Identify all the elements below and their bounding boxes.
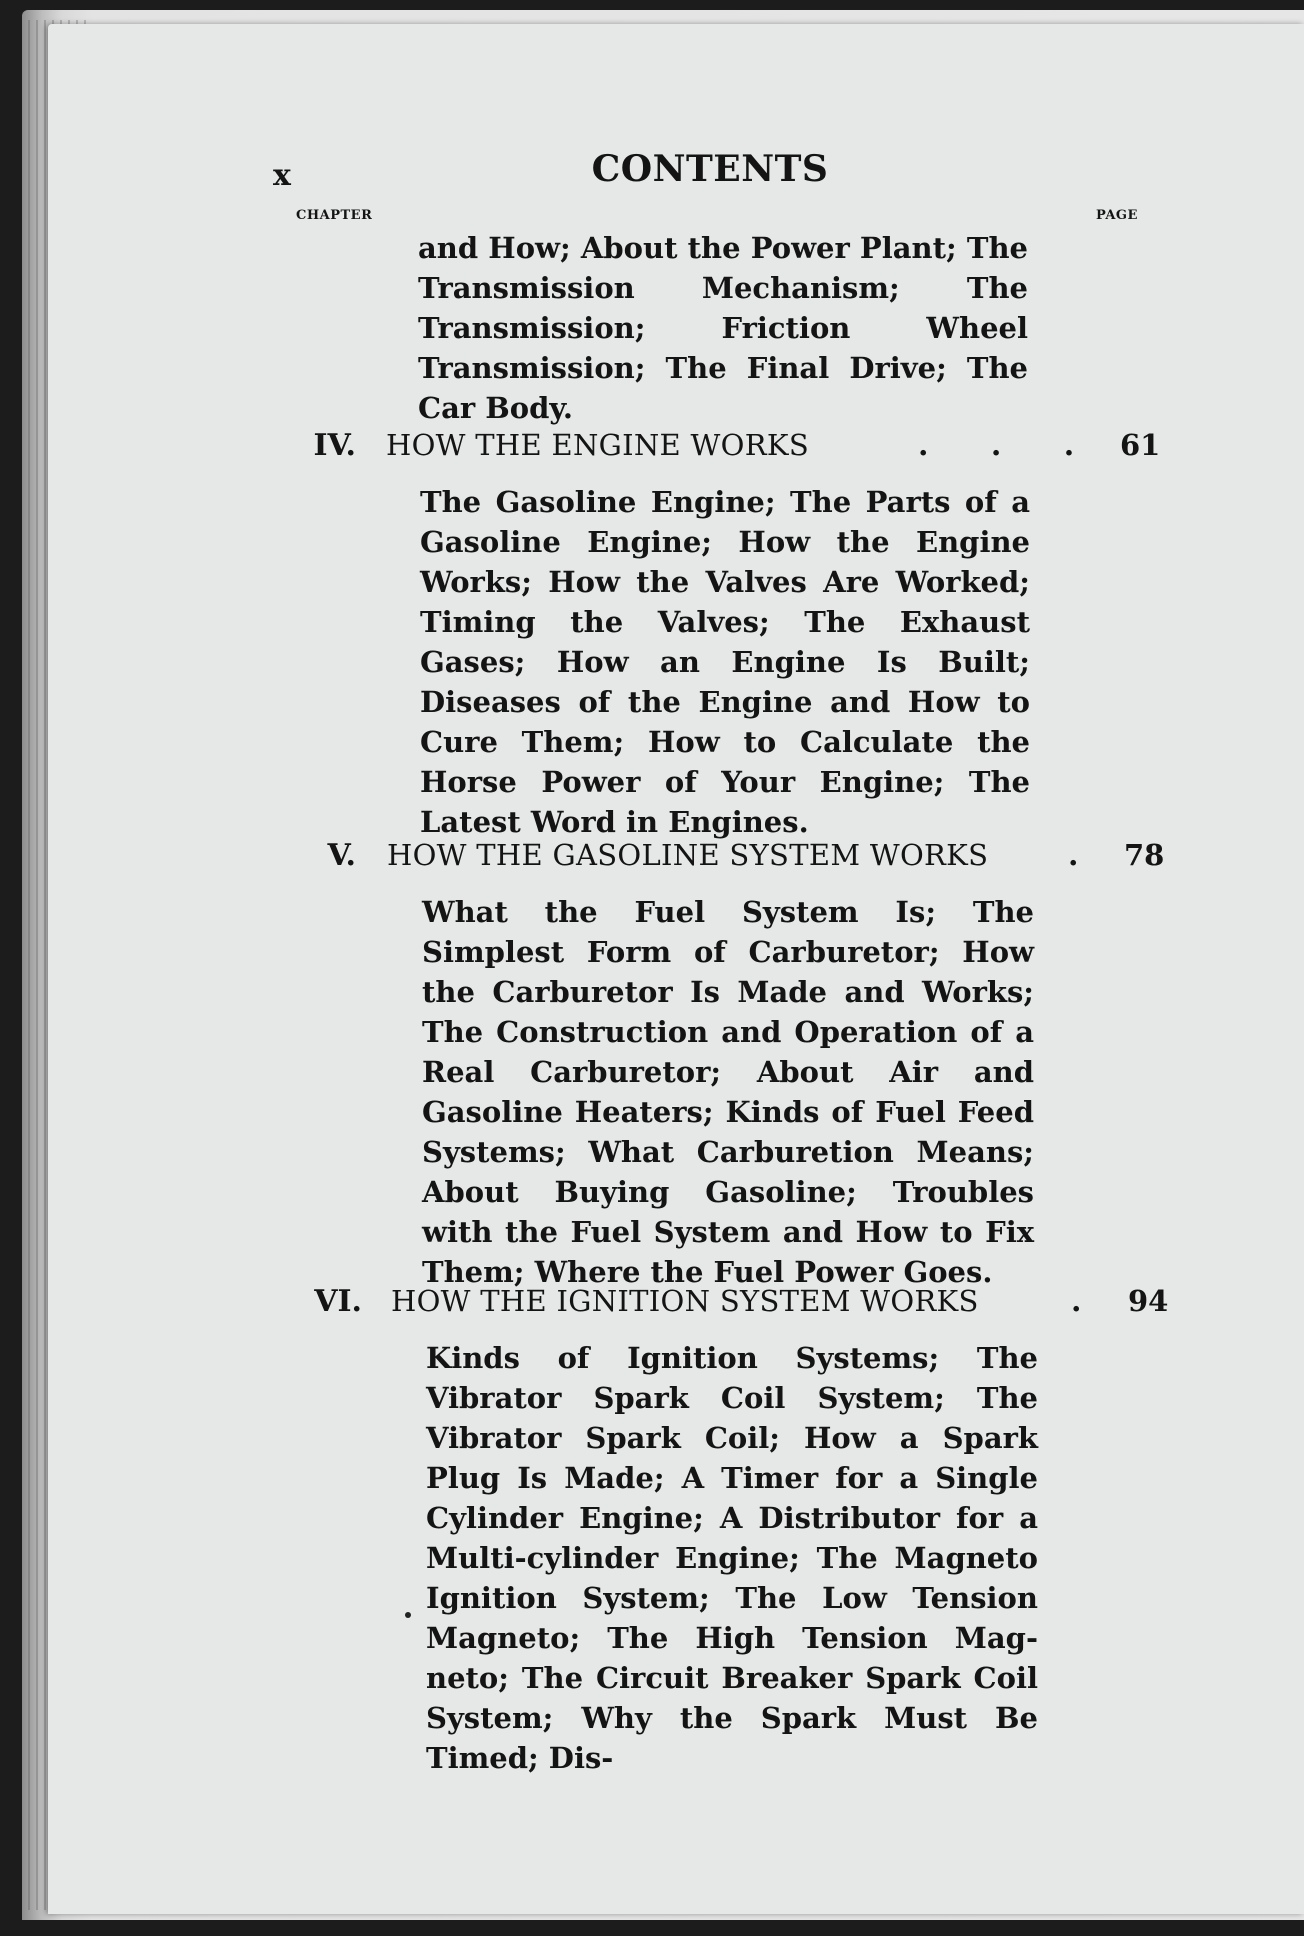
chapter-page-number: 61	[1120, 428, 1161, 462]
dot-leader: . . .	[918, 428, 1101, 463]
chapter-number: V.	[327, 838, 356, 873]
chapter-title: HOW THE GASOLINE SYSTEM WORKS	[387, 838, 989, 872]
dot-leader: .	[1071, 1284, 1108, 1319]
chapter-number: IV.	[313, 428, 356, 463]
chapter-number: VI.	[314, 1284, 362, 1319]
page-folio: x	[273, 158, 291, 193]
column-label-page: PAGE	[1096, 208, 1138, 223]
chapter-description: Kinds of Ignition Systems; The Vibrator Spark Coil System; The Vibrator Spark Coil; How a Spark Plug Is Made; A Timer for a Single Cylinder Engine; A Distributor for a Multi-cylinder Engine; The Magneto Ignition System; The Low Tension Magneto; The High Tension Magneto; The Circuit Breaker Spark Coil System; Why the Spark Must Be Timed; Dis-	[426, 1341, 1038, 1775]
chapter-continuation-description: and How; About the Power Plant; The Transmission Mechanism; The Transmission; Friction Wheel Transmission; The Final Drive; The Car Body.	[418, 231, 1028, 425]
dot-leader: .	[1068, 838, 1105, 873]
column-label-chapter: CHAPTER	[296, 208, 373, 223]
chapter-title: HOW THE IGNITION SYSTEM WORKS	[391, 1284, 979, 1318]
running-title: CONTENTS	[591, 148, 829, 190]
chapter-description: The Gasoline Engine; The Parts of a Gasoline Engine; How the Engine Works; How the Valves Are Worked; Timing the Valves; The Exhaust Gases; How an Engine Is Built; Diseases of the Engine and How to Cure Them; How to Calculate the Horse Power of Your Engine; The Latest Word in Engines.	[420, 485, 1030, 839]
ink-speck	[405, 1612, 411, 1618]
chapter-title: HOW THE ENGINE WORKS	[386, 428, 809, 462]
chapter-description: What the Fuel System Is; The Simplest Form of Carburetor; How the Carburetor Is Made and Works; The Construction and Operation of a Real Carburetor; About Air and Gasoline Heaters; Kinds of Fuel Feed Systems; What Carburetion Means; About Buying Gasoline; Troubles with the Fuel System and How to Fix Them; Where the Fuel Power Goes.	[422, 895, 1034, 1289]
chapter-page-number: 94	[1128, 1284, 1169, 1318]
chapter-page-number: 78	[1124, 838, 1165, 872]
